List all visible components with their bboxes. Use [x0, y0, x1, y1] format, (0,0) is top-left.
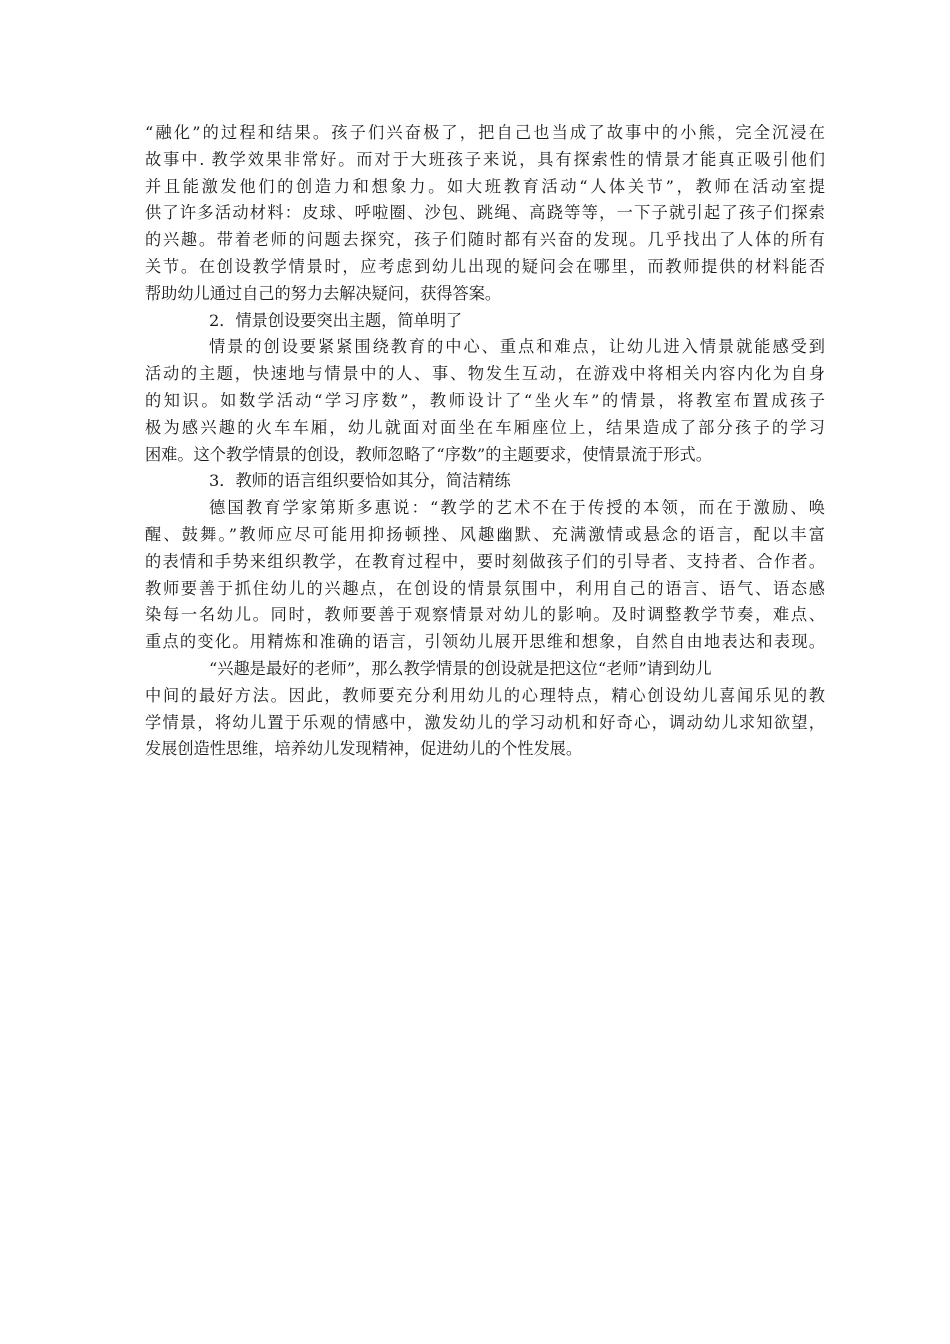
- text-line: 困难。这个教学情景的创设，教师忽略了“序数”的主题要求，使情景流于形式。: [145, 444, 712, 464]
- text-line: 学情景，将幼儿置于乐观的情感中，激发幼儿的学习动机和好奇心，调动幼儿求知欲望，: [145, 712, 825, 732]
- text-line: 帮助幼儿通过自己的努力去解决疑问，获得答案。: [145, 283, 502, 303]
- section-heading: 2．情景创设要突出主题，简单明了: [209, 310, 463, 330]
- text-line: 中间的最好方法。因此，教师要充分利用幼儿的心理特点，精心创设幼儿喜闻乐见的教: [145, 685, 825, 705]
- text-line: 的兴趣。带着老师的问题去探究，孩子们随时都有兴奋的发现。几乎找出了人体的所有: [145, 230, 825, 250]
- text-line: 的表情和手势来组织教学，在教育过程中，要时刻做孩子们的引导者、支持者、合作者。: [145, 551, 825, 571]
- text-line: 德国教育学家第斯多惠说：“教学的艺术不在于传授的本领，而在于激励、唤: [209, 498, 825, 518]
- section-heading: 3．教师的语言组织要恰如其分，简洁精练: [209, 471, 511, 491]
- text-line: 极为感兴趣的火车车厢，幼儿就面对面坐在车厢座位上，结果造成了部分孩子的学习: [145, 417, 825, 437]
- text-line: 活动的主题，快速地与情景中的人、事、物发生互动，在游戏中将相关内容内化为自身: [145, 364, 825, 384]
- text-line: 重点的变化。用精炼和准确的语言，引领幼儿展开思维和想象，自然自由地表达和表现。: [145, 632, 825, 652]
- document-body: [145, 120, 825, 763]
- text-line: 供了许多活动材料：皮球、呼啦圈、沙包、跳绳、高跷等等，一下子就引起了孩子们探索: [145, 203, 825, 223]
- text-line: “兴趣是最好的老师”，那么教学情景的创设就是把这位“老师”请到幼儿: [209, 658, 712, 678]
- text-line: 并且能激发他们的创造力和想象力。如大班教育活动“人体关节”，教师在活动室提: [145, 176, 825, 196]
- text-line: 情景的创设要紧紧围绕教育的中心、重点和难点，让幼儿进入情景就能感受到: [209, 337, 825, 357]
- text-line: 的知识。如数学活动“学习序数”，教师设计了“坐火车”的情景，将教室布置成孩子: [145, 390, 825, 410]
- text-line: 发展创造性思维，培养幼儿发现精神，促进幼儿的个性发展。: [145, 739, 583, 759]
- text-line: 故事中. 教学效果非常好。而对于大班孩子来说，具有探索性的情景才能真正吸引他们: [145, 149, 825, 169]
- text-line: 醒、鼓舞。”教师应尽可能用抑扬顿挫、风趣幽默、充满激情或悬念的语言，配以丰富: [145, 524, 825, 544]
- text-line: 染每一名幼儿。同时，教师要善于观察情景对幼儿的影响。及时调整教学节奏，难点、: [145, 605, 825, 625]
- text-line: 教师要善于抓住幼儿的兴趣点，在创设的情景氛围中，利用自己的语言、语气、语态感: [145, 578, 825, 598]
- text-line: “融化”的过程和结果。孩子们兴奋极了，把自己也当成了故事中的小熊，完全沉浸在: [145, 123, 825, 142]
- text-line: 关节。在创设教学情景时，应考虑到幼儿出现的疑问会在哪里，而教师提供的材料能否: [145, 256, 825, 276]
